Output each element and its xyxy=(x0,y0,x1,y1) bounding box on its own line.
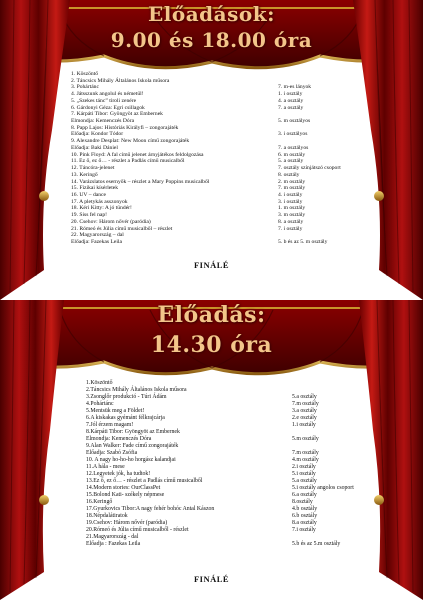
program-row xyxy=(86,464,356,471)
program-row xyxy=(86,394,356,401)
program-item-title: 18. Kéri Kitty: A jó tündér! xyxy=(71,205,132,212)
program-row xyxy=(86,380,356,387)
program-item-class: 7. osztály színjátszó csoport xyxy=(278,165,341,172)
program-item-title: 22. Magyarország – dal xyxy=(71,232,124,239)
program-item-title: 2. Táncsics Mihály Általános Iskola műsora xyxy=(71,77,170,84)
program-item-title: 1. Köszöntő xyxy=(71,71,99,77)
program-item-class: 8.osztály xyxy=(292,499,313,505)
program-row xyxy=(71,145,361,152)
program-item-title: 15.Bolond Kati- székely népmese xyxy=(86,492,165,498)
program-row xyxy=(86,471,356,478)
program-item-title: 2.Táncsics Mihály Általános Iskola műsora xyxy=(86,387,187,393)
program-item-title: 7. Kárpáti Tibor: Gyöngyöt az Embernek xyxy=(71,111,163,118)
program-row xyxy=(86,443,356,450)
program-item-title: 10. A nagy ho-ho-ho horgász kalandjai xyxy=(86,457,176,463)
program-row xyxy=(71,219,361,226)
program-item-title: 3.Zsonglőr produkció - Túri Ádám xyxy=(86,394,167,400)
program-row xyxy=(86,450,356,457)
program-item-title: Előadja: Szabó Zsófia xyxy=(86,450,138,456)
program-item-title: 10. Pink Floyd: A fal című jelenet árnyjátékos feldolgozása xyxy=(71,151,204,158)
program-item-title: Elmondja: Kemenczés Dóra xyxy=(71,118,135,125)
program-row xyxy=(71,165,361,172)
bottom-program-list xyxy=(86,380,356,548)
program-item-title: 5.Mentsük meg a Földet! xyxy=(86,408,145,414)
program-item-class: 6.a osztály xyxy=(292,492,317,498)
program-item-title: 17.Gyurkovics Tibor:A nagy fehér bohóc Antal Kászon xyxy=(86,506,215,512)
program-item-title: 17. A pletykás asszonyok xyxy=(71,198,128,205)
bottom-title-line-2: 14.30 óra xyxy=(150,332,273,358)
program-row xyxy=(71,158,361,165)
program-row xyxy=(71,105,361,112)
program-row xyxy=(71,179,361,186)
program-row xyxy=(71,125,361,132)
program-item-class: 5.b és az 5.m osztály xyxy=(292,541,341,547)
program-item-title: 8.Kárpáti Tibor: Gyöngyöt az Embernek xyxy=(86,429,180,435)
program-item-class: 5.i osztály angolos csoport xyxy=(292,485,354,491)
program-row xyxy=(71,192,361,199)
program-row xyxy=(86,492,356,499)
program-row xyxy=(71,98,361,105)
program-item-title: 14.Modern stories: OurClassPet xyxy=(86,485,161,491)
program-item-title: 16.Keringő xyxy=(86,499,113,505)
program-item-class: 2.e osztály xyxy=(292,415,317,421)
program-item-title: 15. Fizikai kísérletek xyxy=(71,185,119,192)
program-item-title: 19. Siss fel nap! xyxy=(71,212,108,219)
program-item-class: 7. a osztály xyxy=(278,104,304,111)
program-item-class: 3. i osztályos xyxy=(278,131,308,138)
program-item-title: 5. „Szekes tánc” tiroli zenére xyxy=(71,97,137,104)
program-item-title: 9. Alexandre Desplat: New Moon című zongorajáték xyxy=(71,138,190,145)
program-row xyxy=(86,541,356,548)
program-item-class: 5. m osztályos xyxy=(278,118,311,125)
program-item-class: 6.b osztály xyxy=(292,513,318,519)
program-row xyxy=(71,205,361,212)
program-row xyxy=(86,429,356,436)
bottom-program-panel xyxy=(0,300,423,600)
program-item-title: 21. Rómeó és Júlia című musicalből – részlet xyxy=(71,225,173,232)
program-row xyxy=(71,232,361,239)
program-row xyxy=(71,91,361,98)
program-row xyxy=(71,185,361,192)
program-row xyxy=(71,226,361,233)
program-item-title: Előadja: Fazekas Leila xyxy=(71,238,122,245)
program-item-title: 6.A kiskakas gyémánt félkrajcárja xyxy=(86,415,165,421)
program-item-class: 7.m osztály xyxy=(292,401,319,407)
program-row xyxy=(86,527,356,534)
program-item-class: 1. i osztály xyxy=(278,91,303,98)
program-item-class: 3. i osztály xyxy=(278,198,303,205)
top-title-line-1: Előadások: xyxy=(148,2,275,26)
program-item-title: 6. Gárdonyi Géza: Egri csillagok xyxy=(71,104,145,111)
program-item-title: 13.Ez ő, ez ő… - részlet a Padlás című musicalből xyxy=(86,478,203,484)
program-row xyxy=(86,478,356,485)
bottom-title-line-1: Előadás: xyxy=(157,302,266,328)
program-item-title: Előadja : Fazekas Leila xyxy=(86,541,141,547)
program-row xyxy=(71,212,361,219)
program-row xyxy=(86,499,356,506)
program-item-title: 12. Táncóra-jelenet xyxy=(71,165,115,172)
program-item-title: Előadja: Kondor Tódor xyxy=(71,131,124,138)
program-row xyxy=(71,138,361,145)
program-row xyxy=(86,415,356,422)
program-row xyxy=(71,78,361,85)
program-item-class: 4.b osztály xyxy=(292,506,318,512)
program-row xyxy=(71,239,361,246)
program-row xyxy=(86,457,356,464)
program-item-title: 11.A hála - mese xyxy=(86,464,125,470)
program-item-title: 18.Népdalátiratok xyxy=(86,513,128,519)
program-item-title: 11. Ez ő, ez ő… - részlet a Padlás című musicalből xyxy=(71,158,185,165)
program-item-title: 8. Papp Lajos: Históriás Királyfi – zongorajáték xyxy=(71,124,179,131)
program-row xyxy=(71,152,361,159)
program-item-class: 8. a osztály xyxy=(278,218,304,225)
program-item-title: Elmondja: Kemenczés Dóra xyxy=(86,436,152,442)
program-item-class: 8. osztály xyxy=(278,171,300,178)
program-item-class: 4.m osztály xyxy=(292,457,319,463)
program-item-class: 7.m osztály xyxy=(292,450,319,456)
program-item-title: 20. Csehov: Három nővér (paródia) xyxy=(71,218,151,225)
program-item-title: 4.Pohártánc xyxy=(86,401,114,407)
program-row xyxy=(86,436,356,443)
program-item-title: 9.Alan Walker: Fade című zongorajáték xyxy=(86,443,179,449)
program-item-class: 7. a osztályos xyxy=(278,144,309,151)
program-item-title: 3. Pohártánc xyxy=(71,84,99,91)
program-item-class: 5.i osztály xyxy=(292,471,316,477)
program-item-class: 5.a osztály xyxy=(292,478,317,484)
program-row xyxy=(86,520,356,527)
program-item-title: 4. Játsszunk angolul és németül! xyxy=(71,91,144,98)
top-title-line-2: 9.00 és 18.00 óra xyxy=(110,28,313,52)
program-item-class: 1. m osztály xyxy=(278,205,306,212)
program-item-class: 7. i osztály xyxy=(278,225,303,232)
program-item-class: 7. m-es lányok xyxy=(278,84,312,91)
program-row xyxy=(71,199,361,206)
program-row xyxy=(86,513,356,520)
program-item-class: 7.i osztály xyxy=(292,527,316,533)
program-item-class: 4. a osztály xyxy=(278,97,304,104)
program-item-class: 2.i osztály xyxy=(292,464,316,470)
program-row xyxy=(86,408,356,415)
program-item-title: 12.Legyetek jók, ha tudtok! xyxy=(86,471,151,477)
program-row xyxy=(71,172,361,179)
program-row xyxy=(71,84,361,91)
program-row xyxy=(71,111,361,118)
top-program-list xyxy=(71,71,361,246)
program-item-class: 5.a osztály xyxy=(292,394,317,400)
program-row xyxy=(86,534,356,541)
bottom-finale: FINÁLÉ xyxy=(193,574,230,584)
program-item-class: 3.a osztály xyxy=(292,408,317,414)
program-row xyxy=(71,71,361,78)
program-item-class: 6. m osztály xyxy=(278,151,306,158)
top-finale: FINÁLÉ xyxy=(193,260,230,270)
program-item-title: 7.Jól érzem magam! xyxy=(86,422,134,428)
program-item-class: 7. m osztály xyxy=(278,185,306,192)
program-item-title: 19.Csehov: Három nővér (paródia) xyxy=(86,520,168,526)
program-row xyxy=(86,422,356,429)
program-item-title: 16. UV – dance xyxy=(71,191,107,198)
program-row xyxy=(86,387,356,394)
program-row xyxy=(71,118,361,125)
program-item-class: 8.a osztály xyxy=(292,520,317,526)
program-row xyxy=(86,401,356,408)
program-item-class: 5. a osztály xyxy=(278,158,304,165)
program-item-class: 4. i osztály xyxy=(278,191,303,198)
program-item-class: 3. m osztály xyxy=(278,212,306,219)
program-item-title: Előadja: Baki Dániel xyxy=(71,144,118,151)
program-item-class: 2. m osztály xyxy=(278,178,306,185)
program-row xyxy=(86,485,356,492)
program-row xyxy=(71,131,361,138)
program-item-class: 1.i osztály xyxy=(292,422,316,428)
program-item-title: 21.Magyarország - dal xyxy=(86,534,139,540)
program-item-class: 5.m osztály xyxy=(292,436,319,442)
program-item-title: 20.Rómeó és Júlia című musicalből - részlet xyxy=(86,527,189,533)
program-item-class: 5. b és az 5. m osztály xyxy=(278,238,328,245)
program-item-title: 13. Keringő xyxy=(71,171,98,178)
program-row xyxy=(86,506,356,513)
program-item-title: 14. Varázslatos esernyők – részlet a Mary Poppins musicalből xyxy=(71,178,210,185)
program-item-title: 1.Köszöntő xyxy=(86,380,113,386)
